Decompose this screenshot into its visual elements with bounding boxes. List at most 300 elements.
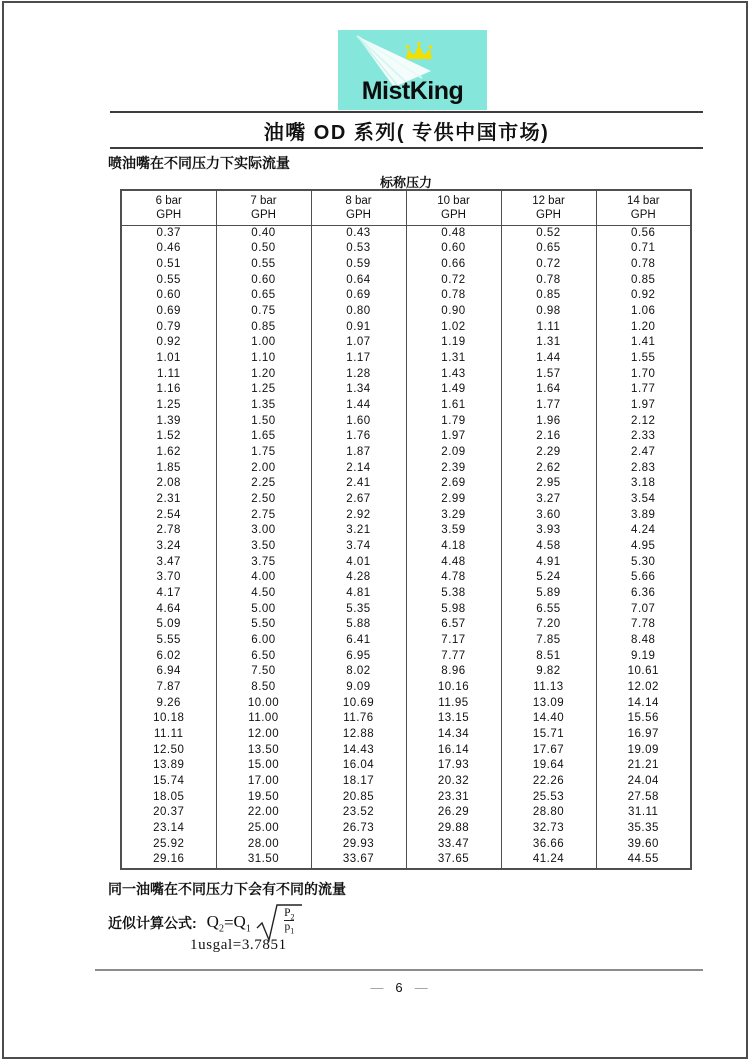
page-number-dash-left: — — [370, 980, 384, 995]
flow-value-cell: 1.31 — [406, 351, 501, 367]
flow-value-cell: 2.09 — [406, 445, 501, 461]
page-subtitle: 喷油嘴在不同压力下实际流量 — [108, 155, 290, 171]
flow-value-cell: 19.50 — [216, 790, 311, 806]
logo-text: MistKing — [361, 77, 464, 105]
mistking-logo — [338, 30, 487, 110]
flow-value-cell: 1.31 — [501, 335, 596, 351]
flow-value-cell: 5.98 — [406, 602, 501, 618]
flow-value-cell: 6.02 — [121, 649, 216, 665]
flow-value-cell: 18.05 — [121, 790, 216, 806]
flow-value-cell: 1.62 — [121, 445, 216, 461]
table-row — [121, 602, 691, 618]
table-row — [121, 335, 691, 351]
flow-value-cell: 4.01 — [311, 555, 406, 571]
flow-value-cell: 15.74 — [121, 774, 216, 790]
flow-value-cell: 29.16 — [121, 852, 216, 869]
flow-value-cell: 28.80 — [501, 805, 596, 821]
table-row — [121, 414, 691, 430]
flow-value-cell: 1.52 — [121, 429, 216, 445]
flow-value-cell: 2.75 — [216, 508, 311, 524]
flow-value-cell: 0.60 — [121, 288, 216, 304]
flow-value-cell: 6.95 — [311, 649, 406, 665]
flow-value-cell: 0.78 — [406, 288, 501, 304]
page-number-value: 6 — [395, 980, 403, 995]
flow-value-cell: 21.21 — [596, 758, 691, 774]
flow-value-cell: 1.20 — [596, 320, 691, 336]
flow-value-cell: 2.31 — [121, 492, 216, 508]
flow-value-cell: 9.19 — [596, 649, 691, 665]
table-row — [121, 852, 691, 869]
flow-value-cell: 0.85 — [596, 273, 691, 289]
flow-value-cell: 10.69 — [311, 696, 406, 712]
flow-value-cell: 7.07 — [596, 602, 691, 618]
footer-note: 同一油嘴在不同压力下会有不同的流量 — [108, 881, 346, 897]
flow-value-cell: 0.98 — [501, 304, 596, 320]
flow-value-cell: 8.50 — [216, 680, 311, 696]
flow-value-cell: 17.00 — [216, 774, 311, 790]
flow-value-cell: 15.00 — [216, 758, 311, 774]
flow-value-cell: 12.00 — [216, 727, 311, 743]
flow-value-cell: 22.00 — [216, 805, 311, 821]
flow-value-cell: 6.57 — [406, 617, 501, 633]
flow-value-cell: 1.75 — [216, 445, 311, 461]
footer-rule — [95, 969, 703, 971]
flow-value-cell: 13.15 — [406, 711, 501, 727]
table-row — [121, 821, 691, 837]
table-body — [121, 225, 691, 869]
column-header-12-bar: 12 bar GPH — [501, 190, 596, 225]
crown-icon — [402, 42, 436, 60]
flow-value-cell: 1.61 — [406, 398, 501, 414]
flow-value-cell: 1.07 — [311, 335, 406, 351]
flow-value-cell: 1.87 — [311, 445, 406, 461]
flow-value-cell: 1.85 — [121, 461, 216, 477]
fraction-numerator: $P_2$ — [284, 907, 295, 922]
flow-value-cell: 1.35 — [216, 398, 311, 414]
flow-value-cell: 1.43 — [406, 367, 501, 383]
flow-value-cell: 39.60 — [596, 837, 691, 853]
flow-value-cell: 1.28 — [311, 367, 406, 383]
flow-value-cell: 6.41 — [311, 633, 406, 649]
flow-value-cell: 14.40 — [501, 711, 596, 727]
flow-value-cell: 29.93 — [311, 837, 406, 853]
flow-value-cell: 2.16 — [501, 429, 596, 445]
flow-value-cell: 5.50 — [216, 617, 311, 633]
flow-value-cell: 0.60 — [216, 273, 311, 289]
flow-value-cell: 1.77 — [501, 398, 596, 414]
table-row — [121, 617, 691, 633]
flow-value-cell: 10.61 — [596, 664, 691, 680]
flow-value-cell: 4.81 — [311, 586, 406, 602]
table-row — [121, 711, 691, 727]
flow-value-cell: 3.74 — [311, 539, 406, 555]
table-caption: 标称压力 — [379, 175, 432, 190]
title-rule-bottom — [110, 147, 703, 149]
flow-value-cell: 0.72 — [406, 273, 501, 289]
flow-value-cell: 20.32 — [406, 774, 501, 790]
table-row — [121, 774, 691, 790]
table-header-row — [121, 190, 691, 225]
flow-value-cell: 0.46 — [121, 241, 216, 257]
flow-value-cell: 31.11 — [596, 805, 691, 821]
flow-value-cell: 37.65 — [406, 852, 501, 869]
table-row — [121, 508, 691, 524]
flow-value-cell: 9.26 — [121, 696, 216, 712]
flow-value-cell: 5.88 — [311, 617, 406, 633]
column-header-10-bar: 10 bar GPH — [406, 190, 501, 225]
flow-value-cell: 13.50 — [216, 743, 311, 759]
table-row — [121, 586, 691, 602]
flow-value-cell: 2.99 — [406, 492, 501, 508]
table-row — [121, 633, 691, 649]
flow-value-cell: 41.24 — [501, 852, 596, 869]
flow-value-cell: 0.85 — [216, 320, 311, 336]
fraction-denominator: $p_1$ — [284, 921, 295, 936]
flow-value-cell: 0.65 — [216, 288, 311, 304]
flow-value-cell: 3.89 — [596, 508, 691, 524]
flow-value-cell: 0.92 — [596, 288, 691, 304]
flow-value-cell: 20.85 — [311, 790, 406, 806]
table-row — [121, 555, 691, 571]
table-row — [121, 570, 691, 586]
table-row — [121, 288, 691, 304]
flow-value-cell: 1.97 — [596, 398, 691, 414]
table-row — [121, 664, 691, 680]
flow-value-cell: 19.09 — [596, 743, 691, 759]
flow-value-cell: 3.54 — [596, 492, 691, 508]
column-header-6-bar: 6 bar GPH — [121, 190, 216, 225]
flow-value-cell: 4.17 — [121, 586, 216, 602]
flow-value-cell: 1.16 — [121, 382, 216, 398]
flow-value-cell: 24.04 — [596, 774, 691, 790]
flow-value-cell: 3.29 — [406, 508, 501, 524]
flow-value-cell: 16.97 — [596, 727, 691, 743]
table-row — [121, 351, 691, 367]
flow-value-cell: 0.90 — [406, 304, 501, 320]
flow-value-cell: 7.78 — [596, 617, 691, 633]
table-row — [121, 257, 691, 273]
formula-equals: = — [223, 913, 234, 932]
flow-value-cell: 1.00 — [216, 335, 311, 351]
flow-value-cell: 3.21 — [311, 523, 406, 539]
flow-value-cell: 3.93 — [501, 523, 596, 539]
flow-value-cell: 8.96 — [406, 664, 501, 680]
formula-fraction — [280, 907, 299, 936]
flow-value-cell: 7.17 — [406, 633, 501, 649]
flow-value-cell: 5.66 — [596, 570, 691, 586]
flow-value-cell: 3.27 — [501, 492, 596, 508]
flow-value-cell: 4.58 — [501, 539, 596, 555]
table-row — [121, 461, 691, 477]
flow-value-cell: 10.16 — [406, 680, 501, 696]
flow-value-cell: 1.19 — [406, 335, 501, 351]
flow-value-cell: 0.37 — [121, 225, 216, 241]
flow-value-cell: 4.78 — [406, 570, 501, 586]
flow-value-cell: 0.55 — [121, 273, 216, 289]
flow-value-cell: 0.75 — [216, 304, 311, 320]
column-header-14-bar: 14 bar GPH — [596, 190, 691, 225]
flow-value-cell: 19.64 — [501, 758, 596, 774]
flow-value-cell: 44.55 — [596, 852, 691, 869]
flow-value-cell: 13.89 — [121, 758, 216, 774]
flow-value-cell: 1.57 — [501, 367, 596, 383]
flow-value-cell: 0.65 — [501, 241, 596, 257]
table-row — [121, 382, 691, 398]
flow-value-cell: 9.09 — [311, 680, 406, 696]
column-header-7-bar: 7 bar GPH — [216, 190, 311, 225]
flow-value-cell: 3.75 — [216, 555, 311, 571]
flow-value-cell: 1.44 — [311, 398, 406, 414]
flow-value-cell: 12.50 — [121, 743, 216, 759]
flow-value-cell: 2.50 — [216, 492, 311, 508]
table-header — [121, 190, 691, 225]
flow-value-cell: 11.11 — [121, 727, 216, 743]
flow-value-cell: 7.85 — [501, 633, 596, 649]
page-number-dash-right: — — [414, 980, 428, 995]
flow-value-cell: 9.82 — [501, 664, 596, 680]
flow-value-cell: 31.50 — [216, 852, 311, 869]
flow-value-cell: 2.54 — [121, 508, 216, 524]
flow-value-cell: 25.92 — [121, 837, 216, 853]
flow-value-cell: 0.71 — [596, 241, 691, 257]
table-row — [121, 649, 691, 665]
flow-value-cell: 33.67 — [311, 852, 406, 869]
flow-value-cell: 1.60 — [311, 414, 406, 430]
flow-value-cell: 0.80 — [311, 304, 406, 320]
flow-value-cell: 2.67 — [311, 492, 406, 508]
flow-value-cell: 2.39 — [406, 461, 501, 477]
table-row — [121, 225, 691, 241]
flow-value-cell: 2.47 — [596, 445, 691, 461]
flow-value-cell: 3.60 — [501, 508, 596, 524]
flow-value-cell: 12.02 — [596, 680, 691, 696]
flow-value-cell: 0.72 — [501, 257, 596, 273]
flow-value-cell: 0.64 — [311, 273, 406, 289]
flow-value-cell: 5.89 — [501, 586, 596, 602]
flow-value-cell: 4.50 — [216, 586, 311, 602]
flow-value-cell: 1.01 — [121, 351, 216, 367]
flow-value-cell: 6.50 — [216, 649, 311, 665]
flow-value-cell: 0.92 — [121, 335, 216, 351]
flow-value-cell: 1.11 — [121, 367, 216, 383]
flow-value-cell: 33.47 — [406, 837, 501, 853]
flow-value-cell: 3.50 — [216, 539, 311, 555]
flow-value-cell: 10.00 — [216, 696, 311, 712]
table-row — [121, 273, 691, 289]
flow-value-cell: 18.17 — [311, 774, 406, 790]
flow-value-cell: 2.83 — [596, 461, 691, 477]
formula-label: 近似计算公式: — [108, 915, 197, 931]
flow-value-cell: 1.34 — [311, 382, 406, 398]
flow-value-cell: 0.53 — [311, 241, 406, 257]
flow-value-cell: 0.50 — [216, 241, 311, 257]
flow-value-cell: 2.92 — [311, 508, 406, 524]
flow-value-cell: 17.93 — [406, 758, 501, 774]
flow-value-cell: 23.52 — [311, 805, 406, 821]
flow-value-cell: 5.55 — [121, 633, 216, 649]
flow-value-cell: 14.34 — [406, 727, 501, 743]
flow-value-cell: 25.53 — [501, 790, 596, 806]
flow-value-cell: 0.91 — [311, 320, 406, 336]
flow-value-cell: 1.11 — [501, 320, 596, 336]
table-row — [121, 727, 691, 743]
page-title: 油嘴 OD 系列( 专供中国市场) — [263, 122, 550, 144]
flow-value-cell: 0.78 — [596, 257, 691, 273]
flow-value-cell: 16.04 — [311, 758, 406, 774]
flow-value-cell: 1.20 — [216, 367, 311, 383]
flow-value-cell: 1.25 — [121, 398, 216, 414]
table-row — [121, 680, 691, 696]
flow-value-cell: 0.69 — [121, 304, 216, 320]
flow-value-cell: 0.55 — [216, 257, 311, 273]
flow-value-cell: 26.73 — [311, 821, 406, 837]
flow-value-cell: 2.78 — [121, 523, 216, 539]
flow-value-cell: 3.00 — [216, 523, 311, 539]
flow-value-cell: 2.33 — [596, 429, 691, 445]
flow-value-cell: 3.47 — [121, 555, 216, 571]
flow-value-cell: 5.00 — [216, 602, 311, 618]
flow-value-cell: 1.97 — [406, 429, 501, 445]
flow-value-cell: 7.50 — [216, 664, 311, 680]
flow-value-cell: 0.48 — [406, 225, 501, 241]
flow-value-cell: 29.88 — [406, 821, 501, 837]
table-row — [121, 492, 691, 508]
table-row — [121, 743, 691, 759]
flow-value-cell: 11.13 — [501, 680, 596, 696]
flow-value-cell: 23.14 — [121, 821, 216, 837]
flow-value-cell: 0.78 — [501, 273, 596, 289]
flow-value-cell: 3.59 — [406, 523, 501, 539]
flow-value-cell: 2.00 — [216, 461, 311, 477]
flow-value-cell: 32.73 — [501, 821, 596, 837]
flow-value-cell: 1.44 — [501, 351, 596, 367]
table-row — [121, 476, 691, 492]
flow-value-cell: 2.14 — [311, 461, 406, 477]
flow-value-cell: 0.52 — [501, 225, 596, 241]
flow-value-cell: 13.09 — [501, 696, 596, 712]
flow-value-cell: 7.77 — [406, 649, 501, 665]
table-row — [121, 304, 691, 320]
flow-value-cell: 0.60 — [406, 241, 501, 257]
flow-value-cell: 0.59 — [311, 257, 406, 273]
flow-value-cell: 4.48 — [406, 555, 501, 571]
flow-value-cell: 17.67 — [501, 743, 596, 759]
flow-value-cell: 1.10 — [216, 351, 311, 367]
flow-value-cell: 1.79 — [406, 414, 501, 430]
flow-value-cell: 4.91 — [501, 555, 596, 571]
flow-value-cell: 7.87 — [121, 680, 216, 696]
flow-value-cell: 4.64 — [121, 602, 216, 618]
flow-value-cell: 7.20 — [501, 617, 596, 633]
flow-value-cell: 3.18 — [596, 476, 691, 492]
flow-value-cell: 1.65 — [216, 429, 311, 445]
flow-value-cell: 26.29 — [406, 805, 501, 821]
flow-value-cell: 4.18 — [406, 539, 501, 555]
flow-value-cell: 1.41 — [596, 335, 691, 351]
flow-value-cell: 4.24 — [596, 523, 691, 539]
title-rule-top — [110, 111, 703, 113]
flow-value-cell: 2.41 — [311, 476, 406, 492]
flow-value-cell: 0.56 — [596, 225, 691, 241]
flow-value-cell: 6.55 — [501, 602, 596, 618]
flow-value-cell: 15.56 — [596, 711, 691, 727]
flow-value-cell: 15.71 — [501, 727, 596, 743]
table-row — [121, 445, 691, 461]
flow-value-cell: 3.24 — [121, 539, 216, 555]
flow-value-cell: 2.29 — [501, 445, 596, 461]
table-row — [121, 805, 691, 821]
flow-value-cell: 0.79 — [121, 320, 216, 336]
flow-value-cell: 4.00 — [216, 570, 311, 586]
flow-value-cell: 6.36 — [596, 586, 691, 602]
flow-value-cell: 11.76 — [311, 711, 406, 727]
flow-value-cell: 1.76 — [311, 429, 406, 445]
flow-value-cell: 35.35 — [596, 821, 691, 837]
flow-value-cell: 1.70 — [596, 367, 691, 383]
flow-value-cell: 14.43 — [311, 743, 406, 759]
flow-value-cell: 28.00 — [216, 837, 311, 853]
flow-value-cell: 2.25 — [216, 476, 311, 492]
flow-value-cell: 1.17 — [311, 351, 406, 367]
flow-value-cell: 25.00 — [216, 821, 311, 837]
flow-value-cell: 27.58 — [596, 790, 691, 806]
flow-value-cell: 1.77 — [596, 382, 691, 398]
table-row — [121, 320, 691, 336]
flow-value-cell: 5.38 — [406, 586, 501, 602]
flow-value-cell: 5.30 — [596, 555, 691, 571]
flow-value-cell: 36.66 — [501, 837, 596, 853]
flow-value-cell: 1.64 — [501, 382, 596, 398]
page-number — [95, 980, 703, 995]
flow-value-cell: 0.66 — [406, 257, 501, 273]
flow-value-cell: 16.14 — [406, 743, 501, 759]
table-row — [121, 367, 691, 383]
flow-value-cell: 0.40 — [216, 225, 311, 241]
formula-q1: $Q_1$ — [233, 911, 251, 935]
flow-value-cell: 6.00 — [216, 633, 311, 649]
table-row — [121, 837, 691, 853]
flow-value-cell: 0.69 — [311, 288, 406, 304]
flow-value-cell: 10.18 — [121, 711, 216, 727]
flow-value-cell: 4.95 — [596, 539, 691, 555]
flow-value-cell: 2.12 — [596, 414, 691, 430]
flow-value-cell: 2.08 — [121, 476, 216, 492]
flow-value-cell: 1.25 — [216, 382, 311, 398]
table-row — [121, 523, 691, 539]
flow-value-cell: 1.02 — [406, 320, 501, 336]
table-row — [121, 241, 691, 257]
flow-value-cell: 2.95 — [501, 476, 596, 492]
flow-value-cell: 20.37 — [121, 805, 216, 821]
pressure-table — [120, 189, 692, 870]
flow-value-cell: 6.94 — [121, 664, 216, 680]
table-row — [121, 696, 691, 712]
flow-value-cell: 14.14 — [596, 696, 691, 712]
flow-value-cell: 1.06 — [596, 304, 691, 320]
table-row — [121, 398, 691, 414]
flow-value-cell: 8.02 — [311, 664, 406, 680]
flow-value-cell: 5.09 — [121, 617, 216, 633]
formula-q2: $Q_2$ — [206, 911, 224, 935]
flow-value-cell: 11.95 — [406, 696, 501, 712]
table-row — [121, 790, 691, 806]
flow-value-cell: 22.26 — [501, 774, 596, 790]
table-row — [121, 429, 691, 445]
table-row — [121, 539, 691, 555]
flow-value-cell: 23.31 — [406, 790, 501, 806]
flow-value-cell: 1.50 — [216, 414, 311, 430]
column-header-8-bar: 8 bar GPH — [311, 190, 406, 225]
